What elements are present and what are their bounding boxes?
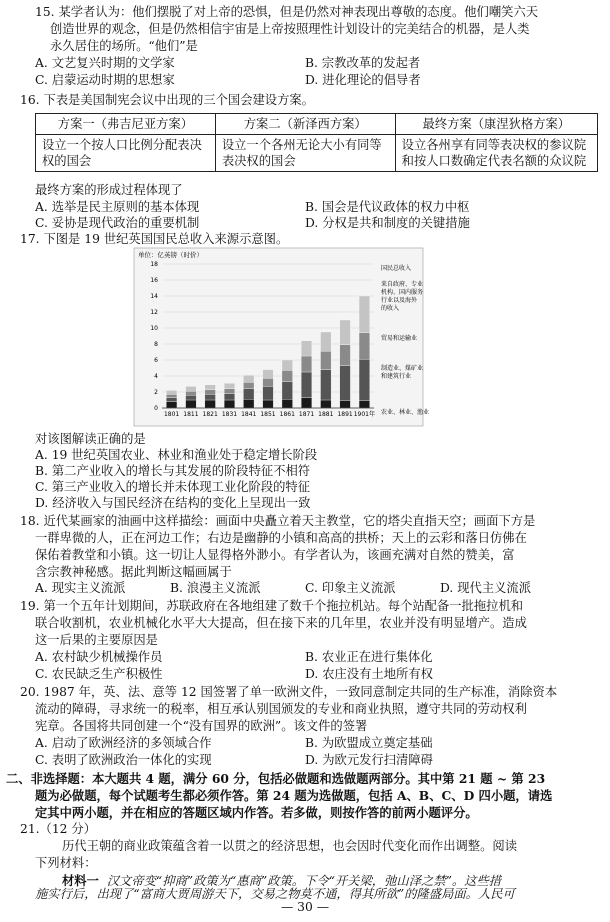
q17-option-d: D. 经济收入与国民经济在结构的变化上呈现出一致 <box>35 496 311 510</box>
q18-stem-line4: 含宗教神秘感。据此判断这幅画属于 <box>35 565 232 579</box>
bar-segment-0 <box>282 399 293 408</box>
q20-stem-line1: 20. 1987 年，英、法、意等 12 国签署了单一欧洲文件，一致同意制定共同的生产标准，消除资本 <box>20 685 558 699</box>
q16-stem: 16. 下表是美国制宪会议中出现的三个国会建设方案。 <box>20 93 314 107</box>
y-tick-label: 12 <box>150 309 158 316</box>
y-tick-label: 4 <box>154 373 158 380</box>
y-tick-label: 10 <box>150 325 158 332</box>
q20-option-d: D. 为欧元发行扫清障碍 <box>305 753 433 767</box>
q15-option-b: B. 宗教改革的发起者 <box>305 56 421 70</box>
table-cell: 设立各州享有同等表决权的参议院和按人口数确定代表名额的众议院 <box>395 135 597 172</box>
bar-segment-1 <box>340 366 351 401</box>
bar-segment-1 <box>282 382 293 400</box>
q16-option-b: B. 国会是代议政体的权力中枢 <box>305 200 470 214</box>
bar-segment-2 <box>321 351 332 369</box>
bar-segment-3 <box>166 390 177 394</box>
bar-segment-1 <box>205 394 216 400</box>
q16-plans-table <box>35 113 598 172</box>
q16-option-d: D. 分权是共和制度的关键措施 <box>305 216 470 230</box>
page-number: — 30 — <box>280 900 330 914</box>
bar-segment-2 <box>340 345 351 366</box>
bar-segment-0 <box>301 398 312 408</box>
section2-line3: 定其中两小题，并在相应的答题区域内作答。若多做，则按作答的前两小题评分。 <box>35 805 478 820</box>
bar-segment-1 <box>301 372 312 398</box>
q19-option-d: D. 农庄没有土地所有权 <box>305 667 433 681</box>
q17-option-c: C. 第三产业收入的增长并未体现工业化阶段的特征 <box>35 480 311 494</box>
bar-segment-1 <box>321 370 332 400</box>
q20-option-a: A. 启动了欧洲经济的多领域合作 <box>35 736 212 750</box>
q17-option-b: B. 第二产业收入的增长与其发展的阶段特征不相符 <box>35 464 311 478</box>
bar-segment-0 <box>186 400 197 408</box>
q19-stem-line3: 这一后果的主要原因是 <box>35 633 158 647</box>
bar-segment-0 <box>263 400 274 408</box>
section2-line2: 题为必做题，每个试题考生都必须作答。第 24 题为选做题，包括 A、B、C、D 四小题，请选 <box>35 788 553 803</box>
q18-option-c: C. 印象主义流派 <box>305 581 396 595</box>
legend-manufacturing: 制造业、煤矿业和建筑行业 <box>381 365 424 380</box>
q18-stem-line3: 保佑着教堂和小镇。这一切让人显得格外渺小。有学者认为，该画充满对自然的赞美，富 <box>35 548 515 562</box>
bar-segment-0 <box>243 399 254 408</box>
x-tick-label: 1871 <box>298 411 315 418</box>
bar-segment-3 <box>340 320 351 345</box>
legend-agriculture: 农业、林业、渔业 <box>381 409 430 416</box>
q17-after: 对该图解读正确的是 <box>35 432 146 446</box>
q19-option-a: A. 农村缺少机械操作员 <box>35 650 163 664</box>
bar-segment-2 <box>243 382 254 388</box>
bar-segment-1 <box>224 394 235 400</box>
y-tick-label: 2 <box>154 389 158 396</box>
x-tick-label: 1801 <box>163 411 180 418</box>
bar-segment-3 <box>243 375 254 382</box>
chart-unit-label: 单位：亿英镑（时价） <box>138 251 203 259</box>
y-tick-label: 14 <box>150 293 158 300</box>
q15-option-a: A. 文艺复兴时期的文学家 <box>35 56 175 70</box>
x-tick-label: 1891 <box>337 411 353 418</box>
section2-line1: 二、非选择题：本大题共 4 题，满分 60 分，包括必做题和选做题两部分。其中第 21 题 ~ 第 23 <box>6 771 546 786</box>
q21-intro-line1: 历代王朝的商业政策蕴含着一以贯之的经济思想，也会因时代变化而作出调整。阅读 <box>62 839 517 853</box>
q15-option-d: D. 进化理论的倡导者 <box>305 73 421 87</box>
x-tick-label: 1881 <box>318 411 334 418</box>
bar-segment-3 <box>205 385 216 390</box>
bar-segment-0 <box>321 400 332 408</box>
q16-after: 最终方案的形成过程体现了 <box>35 183 183 197</box>
bar-segment-3 <box>186 386 197 391</box>
q21-heading: 21.（12 分） <box>20 822 97 836</box>
bar-segment-3 <box>224 383 235 389</box>
q15-stem-line1: 15. 某学者认为：他们摆脱了对上帝的恐惧，但是仍然对神表现出尊敬的态度。他们嘲笑六天 <box>35 5 539 19</box>
q20-stem-line3: 宪章。各国将共同创建一个“没有国界的欧洲”。该文件的签署 <box>35 719 368 733</box>
table-cell: 设立一个各州无论大小有同等表决权的国会 <box>215 135 395 172</box>
x-tick-label: 1841 <box>241 411 257 418</box>
q19-option-c: C. 农民缺乏生产积极性 <box>35 667 163 681</box>
bar-segment-0 <box>359 401 370 408</box>
bar-segment-2 <box>359 333 370 359</box>
q17-stem: 17. 下图是 19 世纪英国国民总收入来源示意图。 <box>20 232 289 246</box>
q20-stem-line2: 流动的障碍，寻求统一的税率，相互承认别国颁发的专业和商业执照，遵守共同的劳动权利 <box>35 702 527 716</box>
q20-option-c: C. 表明了欧洲政治一体化的实现 <box>35 753 212 767</box>
q20-option-b: B. 为欧盟成立奠定基础 <box>305 736 433 750</box>
q19-option-b: B. 农业正在进行集体化 <box>305 650 433 664</box>
y-tick-label: 18 <box>150 261 158 268</box>
table-cell: 设立一个按人口比例分配表决权的国会 <box>36 135 216 172</box>
material-label: 材料一 <box>62 873 99 888</box>
bar-segment-1 <box>186 395 197 400</box>
q16-option-c: C. 妥协是现代政治的重要机制 <box>35 216 200 230</box>
q18-stem-line2: 一群卑微的人，正在河边工作；右边是幽静的小镇和高高的拱桥；天上的云彩和落日仿佛在 <box>35 531 527 545</box>
x-tick-label: 1811 <box>183 411 199 418</box>
table-header: 方案一（弗吉尼亚方案） <box>36 114 216 135</box>
y-tick-label: 8 <box>154 341 158 348</box>
y-tick-label: 16 <box>150 277 158 284</box>
bar-segment-2 <box>263 378 274 386</box>
q18-option-a: A. 现实主义流派 <box>35 581 126 595</box>
material-text: 汉文帝变“抑商”政策为“惠商”政策。下令“开关梁，弛山泽之禁”。这些措 <box>106 874 502 888</box>
q16-option-a: A. 选举是民主原则的基本体现 <box>35 200 200 214</box>
bar-segment-2 <box>166 394 177 397</box>
q21-material-line2: 施实行后，出现了“富商大贾周游天下，交易之物莫不通，得其所欲”的隆盛局面。人民可 <box>35 887 515 901</box>
bar-segment-2 <box>301 356 312 372</box>
q15-stem-line2: 创造世界的观念，但是仍然相信宇宙是上帝按照理性计划设计的完美结合的机器，是人类 <box>50 22 530 36</box>
bar-segment-1 <box>166 398 177 402</box>
income-chart <box>134 248 430 426</box>
y-tick-label: 0 <box>154 405 158 412</box>
bar-segment-1 <box>243 389 254 399</box>
bar-segment-2 <box>282 370 293 381</box>
q15-stem-line3: 永久居住的场所。“他们”是 <box>50 39 198 53</box>
bar-segment-3 <box>359 296 370 333</box>
q21-intro-line2: 下列材料： <box>35 856 97 870</box>
x-tick-label: 1851 <box>260 411 276 418</box>
y-tick-label: 6 <box>154 357 158 364</box>
bar-segment-1 <box>359 359 370 401</box>
bar-segment-1 <box>263 386 274 400</box>
q18-option-b: B. 浪漫主义流派 <box>170 581 261 595</box>
q19-stem-line1: 19. 第一个五年计划期间，苏联政府在各地组建了数千个拖拉机站。每个站配备一批拖拉机和 <box>20 599 524 613</box>
table-header: 方案二（新泽西方案） <box>215 114 395 135</box>
x-tick-label: 1831 <box>221 411 238 418</box>
bar-segment-2 <box>224 389 235 394</box>
legend-services: 来自政府、专业机构、国内服务行业以及海外的收入 <box>381 281 424 312</box>
legend-trade: 贸易和运输业 <box>381 335 418 342</box>
legend-total: 国民总收入 <box>381 265 412 272</box>
bar-segment-0 <box>224 400 235 408</box>
x-tick-label: 1901年 <box>353 411 376 418</box>
bar-segment-2 <box>205 390 216 395</box>
bar-segment-3 <box>263 370 274 379</box>
bar-segment-2 <box>186 391 197 395</box>
x-tick-label: 1861 <box>279 411 295 418</box>
q18-stem-line1: 18. 近代某画家的油画中这样描绘：画面中央矗立着天主教堂，它的塔尖直指天空；画面下方是 <box>20 514 536 528</box>
bar-segment-3 <box>301 341 312 356</box>
table-header: 最终方案（康涅狄格方案） <box>395 114 597 135</box>
bar-segment-3 <box>321 332 332 351</box>
bar-segment-0 <box>166 402 177 408</box>
bar-segment-3 <box>282 360 293 370</box>
q15-option-c: C. 启蒙运动时期的思想家 <box>35 73 175 87</box>
bar-segment-0 <box>205 400 216 408</box>
x-tick-label: 1821 <box>202 411 218 418</box>
q18-option-d: D. 现代主义流派 <box>440 581 532 595</box>
bar-segment-0 <box>340 401 351 408</box>
q17-option-a: A. 19 世纪英国农业、林业和渔业处于稳定增长阶段 <box>35 448 318 462</box>
q19-stem-line2: 联合收割机，农业机械化水平大大提高，但在接下来的几年里，农业并没有明显增产。造成 <box>35 616 527 630</box>
